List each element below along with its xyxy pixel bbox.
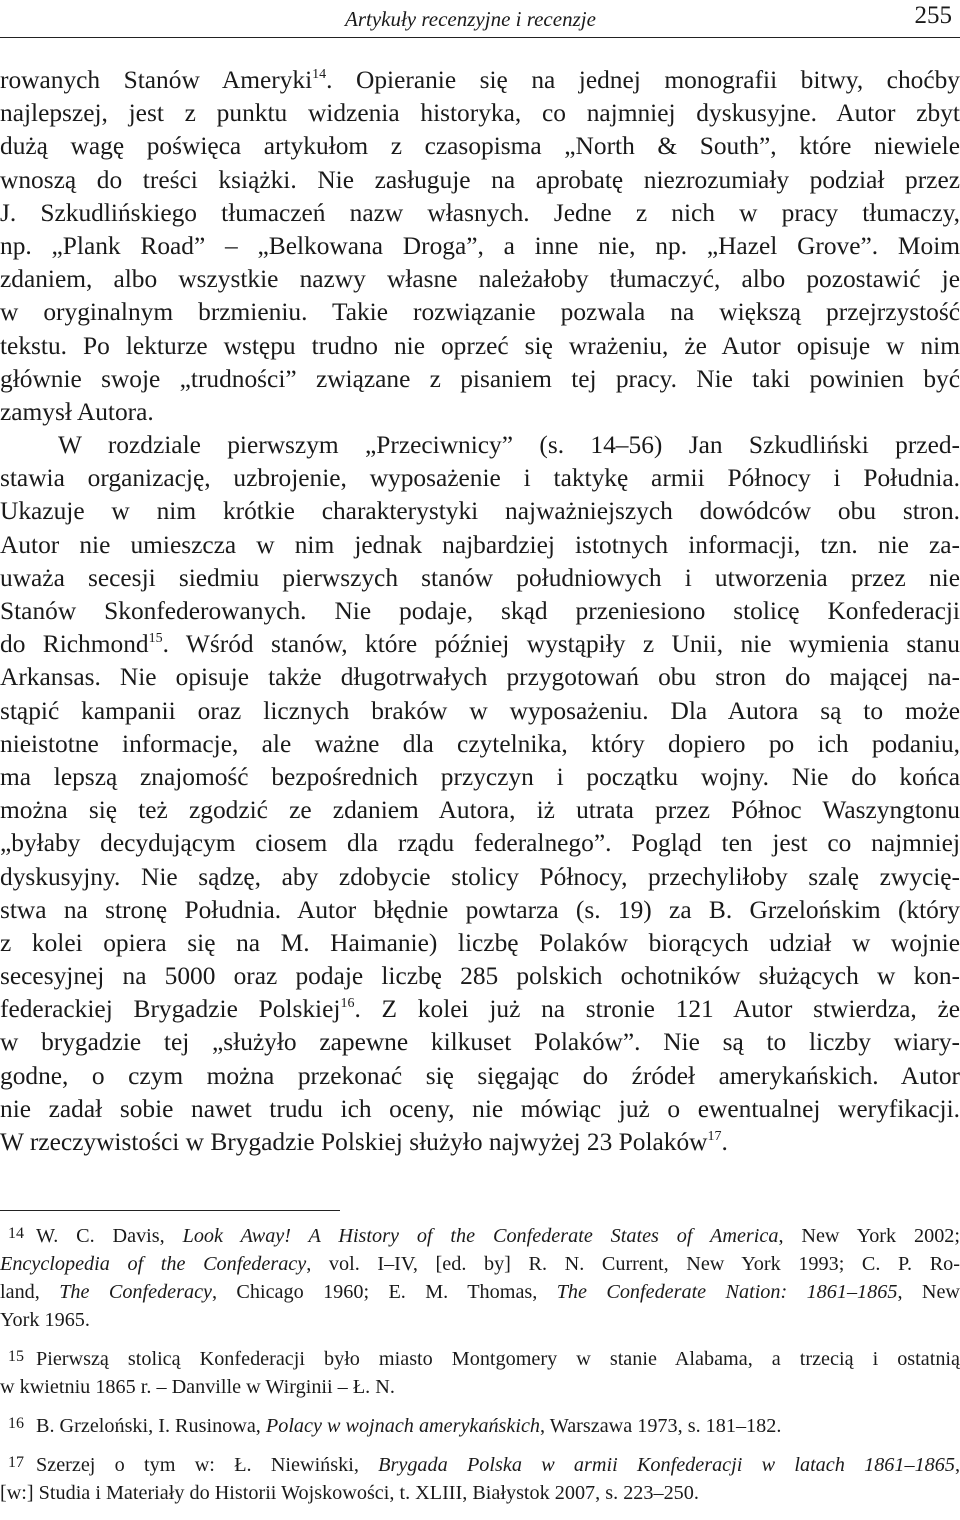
text-line: Ukazuje w nim krótkie charakterystyki najważniejszych dowódców obu stron. (0, 497, 960, 526)
footnote-line: [w:] Studia i Materiały do Historii Wojskowości, t. XLIII, Białystok 2007, s. 223–250. (0, 1482, 699, 1504)
footnote-ref: 14 (312, 67, 327, 82)
text-line: tekstu. Po lekturze wstępu trudno nie oprzeć się wrażeniu, że Autor opisuje w nim (0, 331, 960, 360)
running-title: Artykuły recenzyjne i recenzje (345, 7, 596, 31)
footnote-separator (0, 1210, 340, 1211)
text-line: w oryginalnym brzmieniu. Takie rozwiązanie pozwala na większą przejrzystość (0, 298, 960, 327)
footnote-line: 14 W. C. Davis, Look Away! A History of the Confederate States of America, New York 2002; (0, 1222, 960, 1250)
footnote-number: 14 (8, 1225, 24, 1242)
text-line: do Richmond$^{15}$. Wśród stanów, które później wystąpiły z Unii, nie wymienia stanu (0, 630, 960, 659)
text-line: godne, o czym można przekonać się sięgając do źródeł amerykańskich. Autor (0, 1061, 960, 1090)
text-line: stąpić kampanii oraz licznych braków w wyposażeniu. Dla Autora są to może (0, 696, 960, 725)
footnotes (0, 1222, 960, 1507)
text-line: zamysł Autora. (0, 397, 154, 426)
italic-title: Encyclopedia of the Confederacy (0, 1253, 307, 1275)
text-line: stawia organizację, uzbrojenie, wyposażenie i taktykę armii Północy i Południa. (0, 464, 960, 493)
footnote-line: York 1965. (0, 1309, 90, 1331)
text-line: uważa secesji siedmiu pierwszych stanów południowych i utworzenia przez nie (0, 563, 960, 592)
text-line: z kolei opiera się na M. Haimanie) liczbę Polaków biorących udział w wojnie (0, 928, 960, 957)
text-line: „byłaby decydującym ciosem dla rządu federalnego”. Pogląd ten jest co najmniej (0, 829, 960, 858)
page-number: 255 (914, 2, 952, 29)
italic-title: Polacy w wojnach amerykańskich (265, 1415, 541, 1437)
footnote-ref: 17 (707, 1129, 722, 1144)
text-line: rowanych Stanów Ameryki$^{14}$. Opieranie się na jednej monografii bitwy, choćby (0, 66, 960, 94)
footnote-line: w kwietniu 1865 r. – Danville w Wirginii – Ł. N. (0, 1376, 395, 1398)
text-line: J. Szkudlińskiego tłumaczeń nazw własnych. Jedne z nich w pracy tłumaczy, (0, 198, 960, 227)
text-line: W rozdziale pierwszym „Przeciwnicy” (s. 14–56) Jan Szkudliński przed- (58, 431, 960, 460)
footnote-line: land, The Confederacy, Chicago 1960; E. M. Thomas, The Confederate Nation: 1861–1865, New (0, 1281, 960, 1303)
text-line: Autor nie umieszcza w nim jednak najbardziej istotnych informacji, tzn. nie za- (0, 530, 960, 559)
text-line: w brygadzie tej „służyło zapewne kilkuset Polaków”. Nie są to liczby wiary- (0, 1028, 960, 1057)
footnote-line: 15 Pierwszą stolicą Konfederacji było miasto Montgomery w stanie Alabama, a trzecią i ostatnią (0, 1345, 960, 1373)
footnote-number: 17 (8, 1454, 24, 1471)
text-line: dyskusyjny. Nie sądzę, aby zdobycie stolicy Północy, przechyliłoby szalę zwycię- (0, 862, 960, 891)
text-line: Arkansas. Nie opisuje także długotrwałych przygotowań obu stron do mającej na- (0, 663, 960, 692)
running-header (0, 0, 960, 40)
footnote-ref: 15 (148, 631, 163, 647)
text-line: nieistotne informacje, ale ważne dla czytelnika, który dopiero po ich podaniu, (0, 729, 960, 758)
text-line: nie zadał sobie nawet trudu ich oceny, nie mówiąc już o ewentualnej weryfikacji. (0, 1094, 960, 1123)
footnote-ref: 16 (340, 996, 355, 1012)
text-line: Stanów Skonfederowanych. Nie podaje, skąd przeniesiono stolicę Konfederacji (0, 597, 960, 625)
header-rule (0, 37, 960, 38)
text-line: głównie swoje „trudności” związane z pisaniem tej pracy. Nie taki powinien być (0, 364, 960, 393)
text-line: W rzeczywistości w Brygadzie Polskiej służyło najwyżej 23 Polaków$^{17}$. (0, 1128, 728, 1156)
text-line: secesyjnej na 5000 oraz podaje liczbę 285 polskich ochotników służących w kon- (0, 962, 960, 991)
text-line: np. „Plank Road” – „Belkowana Droga”, a inne nie, np. „Hazel Grove”. Moim (0, 231, 960, 260)
footnote-number: 15 (8, 1348, 24, 1365)
footnote-line: 17 Szerzej o tym w: Ł. Niewiński, Brygada Polska w armii Konfederacji w latach 1861–1865, (0, 1451, 960, 1479)
text-line: ma lepszą znajomość bezpośrednich przyczyn i początku wojny. Nie do końca (0, 762, 960, 791)
text-line: federackiej Brygadzie Polskiej$^{16}$. Z kolei już na stronie 121 Autor stwierdza, że (0, 995, 960, 1024)
footnote-number: 16 (8, 1415, 24, 1432)
text-line: zdaniem, albo wszystkie nazwy własne należałoby tłumaczyć, albo pozostawić je (0, 265, 960, 294)
text-line: wnoszą do treści książki. Nie zasługuje na aprobatę niezrozumiały podział przez (0, 165, 960, 194)
footnote-line: 16 B. Grzeloński, I. Rusinowa, Polacy w wojnach amerykańskich, Warszawa 1973, s. 181–182. (0, 1412, 960, 1440)
text-line: można się też zgodzić ze zdaniem Autora, iż utrata przez Północ Waszyngtonu (0, 796, 960, 825)
text-line: stwa na stronę Południa. Autor błędnie powtarza (s. 19) za B. Grzelońskim (który (0, 895, 960, 924)
text-line: najlepszej, jest z punktu widzenia historyka, co najmniej dyskusyjne. Autor zbyt (0, 99, 960, 128)
italic-title: The Confederate Nation: 1861–1865 (556, 1281, 898, 1303)
footnote-line: Encyclopedia of the Confederacy, vol. I–IV, [ed. by] R. N. Current, New York 1993; C. P. Ro- (0, 1253, 960, 1275)
text-line: dużą wagę poświęca artykułom z czasopisma „North & South”, które niewiele (0, 132, 960, 161)
italic-title: Look Away! A History of the Confederate States of America (182, 1225, 779, 1247)
italic-title: The Confederacy (59, 1281, 212, 1303)
italic-title: Brygada Polska w armii Konfederacji w latach 1861–1865 (378, 1454, 955, 1476)
body-text (0, 64, 960, 1159)
